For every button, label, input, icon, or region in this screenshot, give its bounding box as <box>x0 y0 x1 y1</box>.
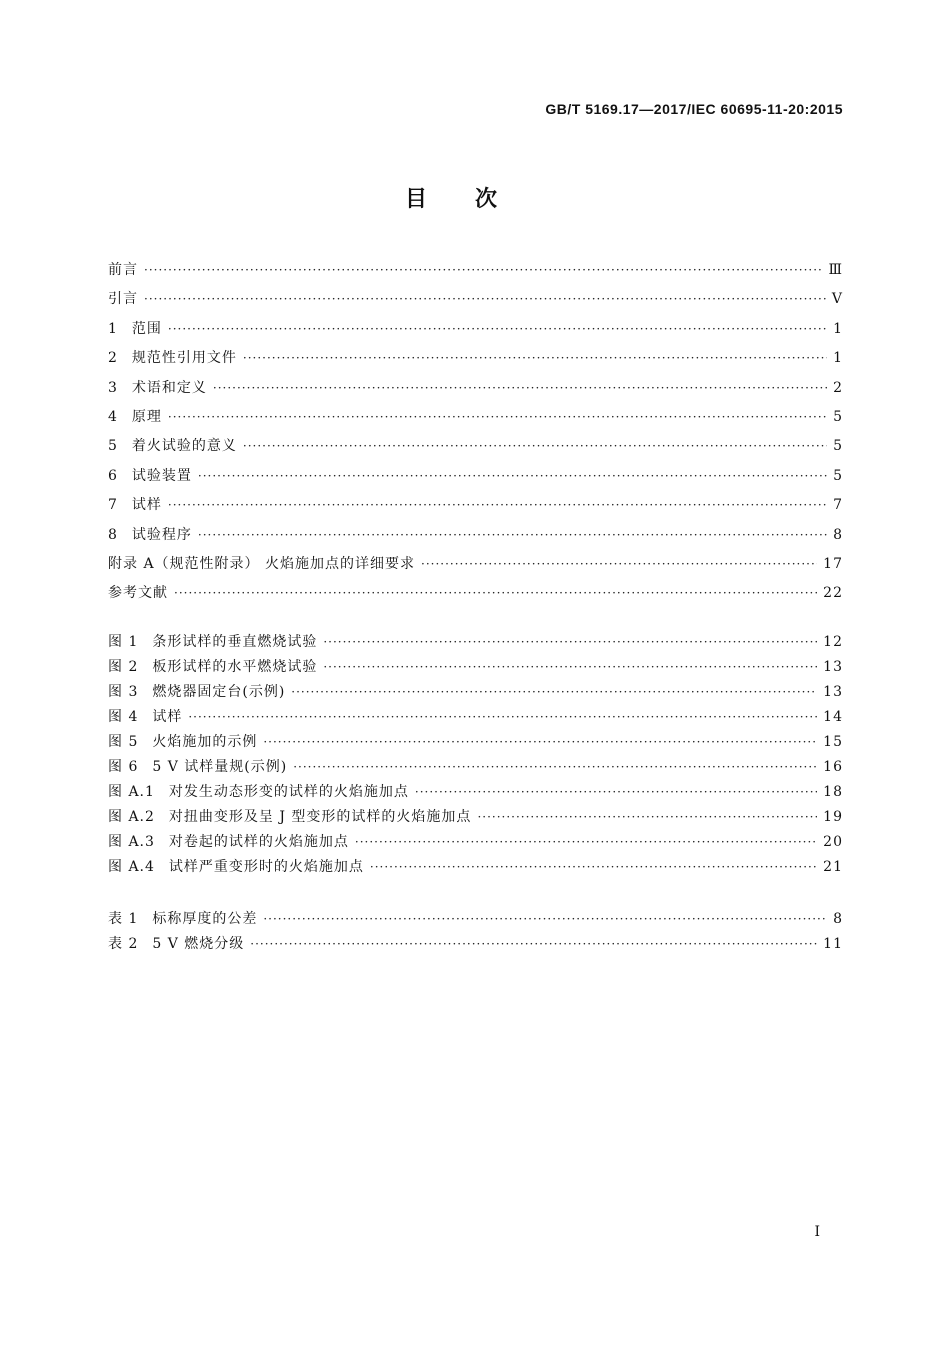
toc-entry-page: 2 <box>833 379 843 396</box>
dot-leader <box>174 586 817 600</box>
toc-figure-entry[interactable] <box>108 631 843 656</box>
toc-entry-title: 对扭曲变形及呈 J 型变形的试样的火焰施加点 <box>168 809 472 825</box>
toc-entry-number: 1 <box>108 320 118 337</box>
toc-sections <box>108 259 843 612</box>
toc-section-entry[interactable] <box>108 347 843 376</box>
toc-entry-page: 11 <box>823 936 843 952</box>
dot-leader <box>421 557 817 571</box>
toc-entry-page: 5 <box>833 408 843 425</box>
toc-entry-title: 板形试样的水平燃烧试验 <box>152 659 318 675</box>
toc-entry-number: 8 <box>108 526 118 543</box>
toc-entry-title: 燃烧器固定台(示例) <box>152 684 286 700</box>
toc-entry-page: Ⅴ <box>831 291 843 308</box>
dot-leader <box>415 785 817 799</box>
page-title: 目次 <box>404 187 545 212</box>
dot-leader <box>168 322 827 336</box>
dot-leader <box>198 469 827 483</box>
toc-entry-page: 19 <box>823 809 843 825</box>
toc-entry-page: 5 <box>833 467 843 484</box>
dot-leader <box>213 381 827 395</box>
dot-leader <box>291 685 817 699</box>
toc-entry-title: 着火试验的意义 <box>131 438 237 455</box>
dot-leader <box>293 760 817 774</box>
toc-entry-title: 附录 A（规范性附录） 火焰施加点的详细要求 <box>108 555 416 572</box>
dot-leader <box>370 860 817 874</box>
toc-figure-entry[interactable] <box>108 656 843 681</box>
toc-section-entry[interactable] <box>108 494 843 523</box>
toc-section-entry[interactable] <box>108 553 843 582</box>
toc-entry-title: 对发生动态形变的试样的火焰施加点 <box>168 784 409 800</box>
dot-leader <box>263 912 827 926</box>
toc-entry-title: 试样 <box>131 497 162 514</box>
dot-leader <box>263 735 817 749</box>
toc-figure-entry[interactable] <box>108 781 843 806</box>
toc-entry-number: 图 A.1 <box>108 784 155 800</box>
toc-table-entry[interactable] <box>108 933 843 958</box>
toc-entry-title: 对卷起的试样的火焰施加点 <box>168 834 349 850</box>
toc-entry-page: 13 <box>823 659 843 675</box>
toc-entry-number: 5 <box>108 438 118 455</box>
dot-leader <box>144 263 822 277</box>
toc-entry-title: 火焰施加的示例 <box>152 734 258 750</box>
toc-entry-page: 8 <box>833 526 843 543</box>
toc-section-entry[interactable] <box>108 318 843 347</box>
toc-entry-number: 图 6 <box>108 759 139 775</box>
toc-entry-number: 图 5 <box>108 734 139 750</box>
toc-entry-page: 13 <box>823 684 843 700</box>
page-number: I <box>814 1224 820 1240</box>
toc-entry-page: 1 <box>833 320 843 337</box>
dot-leader <box>323 635 817 649</box>
dot-leader <box>477 810 817 824</box>
toc-entry-title: 试验程序 <box>131 526 192 543</box>
toc-section-entry[interactable] <box>108 465 843 494</box>
toc-entry-page: 5 <box>833 438 843 455</box>
toc-figure-entry[interactable] <box>108 731 843 756</box>
toc-entry-page: 8 <box>833 911 843 927</box>
dot-leader <box>323 660 817 674</box>
toc-entry-title: 术语和定义 <box>131 379 207 396</box>
toc-entry-title: 范围 <box>131 320 162 337</box>
toc-entry-title: 引言 <box>108 291 138 308</box>
toc-entry-title: 条形试样的垂直燃烧试验 <box>152 634 318 650</box>
dot-leader <box>198 528 827 542</box>
toc-section-entry[interactable] <box>108 435 843 464</box>
toc-entry-title: 5 V 试样量规(示例) <box>152 759 288 775</box>
standard-number-header: GB/T 5169.17—2017/IEC 60695-11-20:2015 <box>545 101 843 117</box>
toc-entry-title: 前言 <box>108 262 138 278</box>
toc-section-entry[interactable] <box>108 288 843 317</box>
toc-section-entry[interactable] <box>108 377 843 406</box>
toc-entry-number: 图 1 <box>108 634 139 650</box>
toc-entry-number: 7 <box>108 497 118 514</box>
toc-entry-title: 试样 <box>152 709 183 725</box>
toc-entry-title: 原理 <box>131 408 162 425</box>
toc-table-entry[interactable] <box>108 908 843 933</box>
toc-entry-number: 3 <box>108 379 118 396</box>
toc-entry-number: 图 A.3 <box>108 834 155 850</box>
toc-figures <box>108 631 843 881</box>
toc-entry-page: Ⅲ <box>828 262 843 278</box>
toc-section-entry[interactable] <box>108 406 843 435</box>
toc-entry-number: 图 3 <box>108 684 139 700</box>
toc-entry-page: 17 <box>823 555 843 572</box>
toc-entry-title: 5 V 燃烧分级 <box>152 936 245 952</box>
toc-entry-number: 2 <box>108 350 118 367</box>
toc-figure-entry[interactable] <box>108 706 843 731</box>
toc-entry-number: 表 2 <box>108 936 139 952</box>
toc-entry-page: 18 <box>823 784 843 800</box>
toc-tables <box>108 908 843 958</box>
dot-leader <box>144 292 826 306</box>
toc-entry-title: 试样严重变形时的火焰施加点 <box>168 859 364 875</box>
toc-entry-title: 参考文献 <box>108 585 168 602</box>
toc-section-entry[interactable] <box>108 582 843 611</box>
toc-entry-number: 6 <box>108 467 118 484</box>
toc-entry-title: 标称厚度的公差 <box>152 911 258 927</box>
toc-entry-page: 14 <box>823 709 843 725</box>
dot-leader <box>243 439 827 453</box>
dot-leader <box>250 937 817 951</box>
toc-entry-number: 图 A.2 <box>108 809 155 825</box>
toc-entry-page: 22 <box>823 585 843 602</box>
toc-entry-number: 图 2 <box>108 659 139 675</box>
toc-entry-number: 图 4 <box>108 709 139 725</box>
toc-entry-number: 图 A.4 <box>108 859 155 875</box>
toc-entry-page: 21 <box>823 859 843 875</box>
dot-leader <box>355 835 817 849</box>
toc-entry-page: 1 <box>833 350 843 367</box>
toc-entry-page: 20 <box>823 834 843 850</box>
toc-section-entry[interactable] <box>108 259 843 288</box>
toc-entry-page: 15 <box>823 734 843 750</box>
toc-entry-page: 16 <box>823 759 843 775</box>
toc-entry-title: 规范性引用文件 <box>131 350 237 367</box>
toc-section-entry[interactable] <box>108 524 843 553</box>
toc-figure-entry[interactable] <box>108 856 843 881</box>
dot-leader <box>168 410 827 424</box>
dot-leader <box>168 498 827 512</box>
toc-entry-number: 表 1 <box>108 911 139 927</box>
toc-figure-entry[interactable] <box>108 831 843 856</box>
toc-figure-entry[interactable] <box>108 681 843 706</box>
toc-figure-entry[interactable] <box>108 756 843 781</box>
toc-entry-number: 4 <box>108 408 118 425</box>
dot-leader <box>188 710 817 724</box>
toc-entry-page: 12 <box>823 634 843 650</box>
dot-leader <box>243 351 827 365</box>
toc-entry-page: 7 <box>833 497 843 514</box>
toc-entry-title: 试验装置 <box>131 467 192 484</box>
toc-figure-entry[interactable] <box>108 806 843 831</box>
